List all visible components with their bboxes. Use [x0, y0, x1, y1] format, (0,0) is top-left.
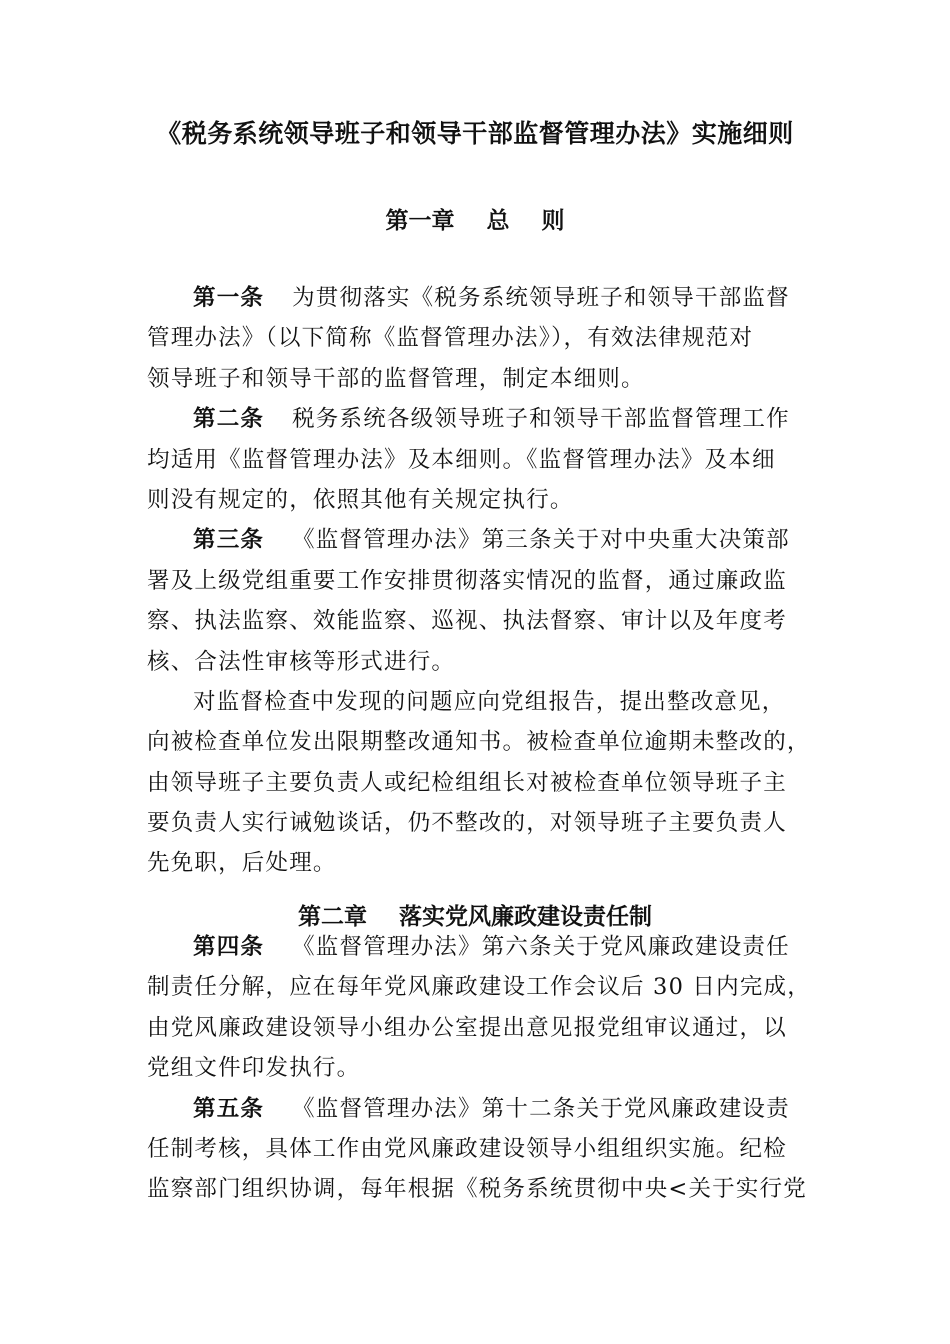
article-5-text: 《监督管理办法》第十二条关于党风廉政建设责 — [292, 1095, 790, 1122]
article-1-label: 第一条 — [193, 285, 265, 311]
article-3-line-2: 署及上级党组重要工作安排贯彻落实情况的监督，通过廉政监 — [147, 567, 787, 594]
article-3-label: 第三条 — [193, 527, 265, 554]
paragraph-line-3: 由领导班子主要负责人或纪检组组长对被检查单位领导班子主 — [147, 769, 787, 796]
document-title: 《税务系统领导班子和领导干部监督管理办法》实施细则 — [156, 119, 794, 148]
article-1-line-2: 管理办法》（以下简称《监督管理办法》），有效法律规范对 — [147, 325, 754, 352]
paragraph-line-2: 向被检查单位发出限期整改通知书。被检查单位逾期未整改的， — [147, 729, 811, 756]
article-4-label: 第四条 — [193, 934, 265, 960]
article-2-label: 第二条 — [193, 406, 265, 433]
article-1-text: 为贯彻落实《税务系统领导班子和领导干部监督 — [292, 285, 790, 311]
paragraph-line-4: 要负责人实行诫勉谈话，仍不整改的，对领导班子主要负责人 — [147, 810, 787, 837]
chapter-2-heading: 第二章 落实党风廉政建设责任制 — [297, 904, 653, 930]
article-3-text: 《监督管理办法》第三条关于对中央重大决策部 — [292, 527, 790, 554]
article-5-label: 第五条 — [193, 1095, 265, 1122]
article-5-line-3: 监察部门组织协调，每年根据《税务系统贯彻中央<关于实行党 — [147, 1176, 807, 1203]
article-4-line-2: 制责任分解，应在每年党风廉政建设工作会议后 30 日内完成， — [147, 974, 811, 1001]
chapter-2-body — [147, 927, 809, 1210]
paragraph-line-1: 对监督检查中发现的问题应向党组报告，提出整改意见， — [193, 688, 786, 715]
article-5-line-1 — [147, 1089, 809, 1129]
article-4-text: 《监督管理办法》第六条关于党风廉政建设责任 — [292, 934, 790, 960]
article-1-line-3: 领导班子和领导干部的监督管理，制定本细则。 — [147, 365, 645, 392]
article-4-line-4: 党组文件印发执行。 — [147, 1055, 361, 1082]
article-3-line-4: 核、合法性审核等形式进行。 — [147, 648, 456, 675]
article-2-line-3: 则没有规定的，依照其他有关规定执行。 — [147, 486, 574, 513]
chapter-1-body — [147, 278, 809, 884]
article-4-line-1 — [147, 927, 809, 967]
article-3-line-1 — [147, 520, 809, 560]
article-1-line-1 — [147, 278, 809, 318]
article-2-text: 税务系统各级领导班子和领导干部监督管理工作 — [292, 406, 790, 433]
article-4-line-3: 由党风廉政建设领导小组办公室提出意见报党组审议通过，以 — [147, 1014, 787, 1041]
article-2-line-2: 均适用《监督管理办法》及本细则。《监督管理办法》及本细 — [147, 446, 776, 473]
chapter-1-heading: 第一章 总 则 — [385, 208, 565, 234]
article-2-line-1 — [147, 399, 809, 439]
paragraph-line-5: 先免职，后处理。 — [147, 850, 337, 877]
article-5-line-2: 任制考核，具体工作由党风廉政建设领导小组组织实施。纪检 — [147, 1135, 787, 1162]
article-3-line-3: 察、执法监察、效能监察、巡视、执法督察、审计以及年度考 — [147, 608, 787, 635]
